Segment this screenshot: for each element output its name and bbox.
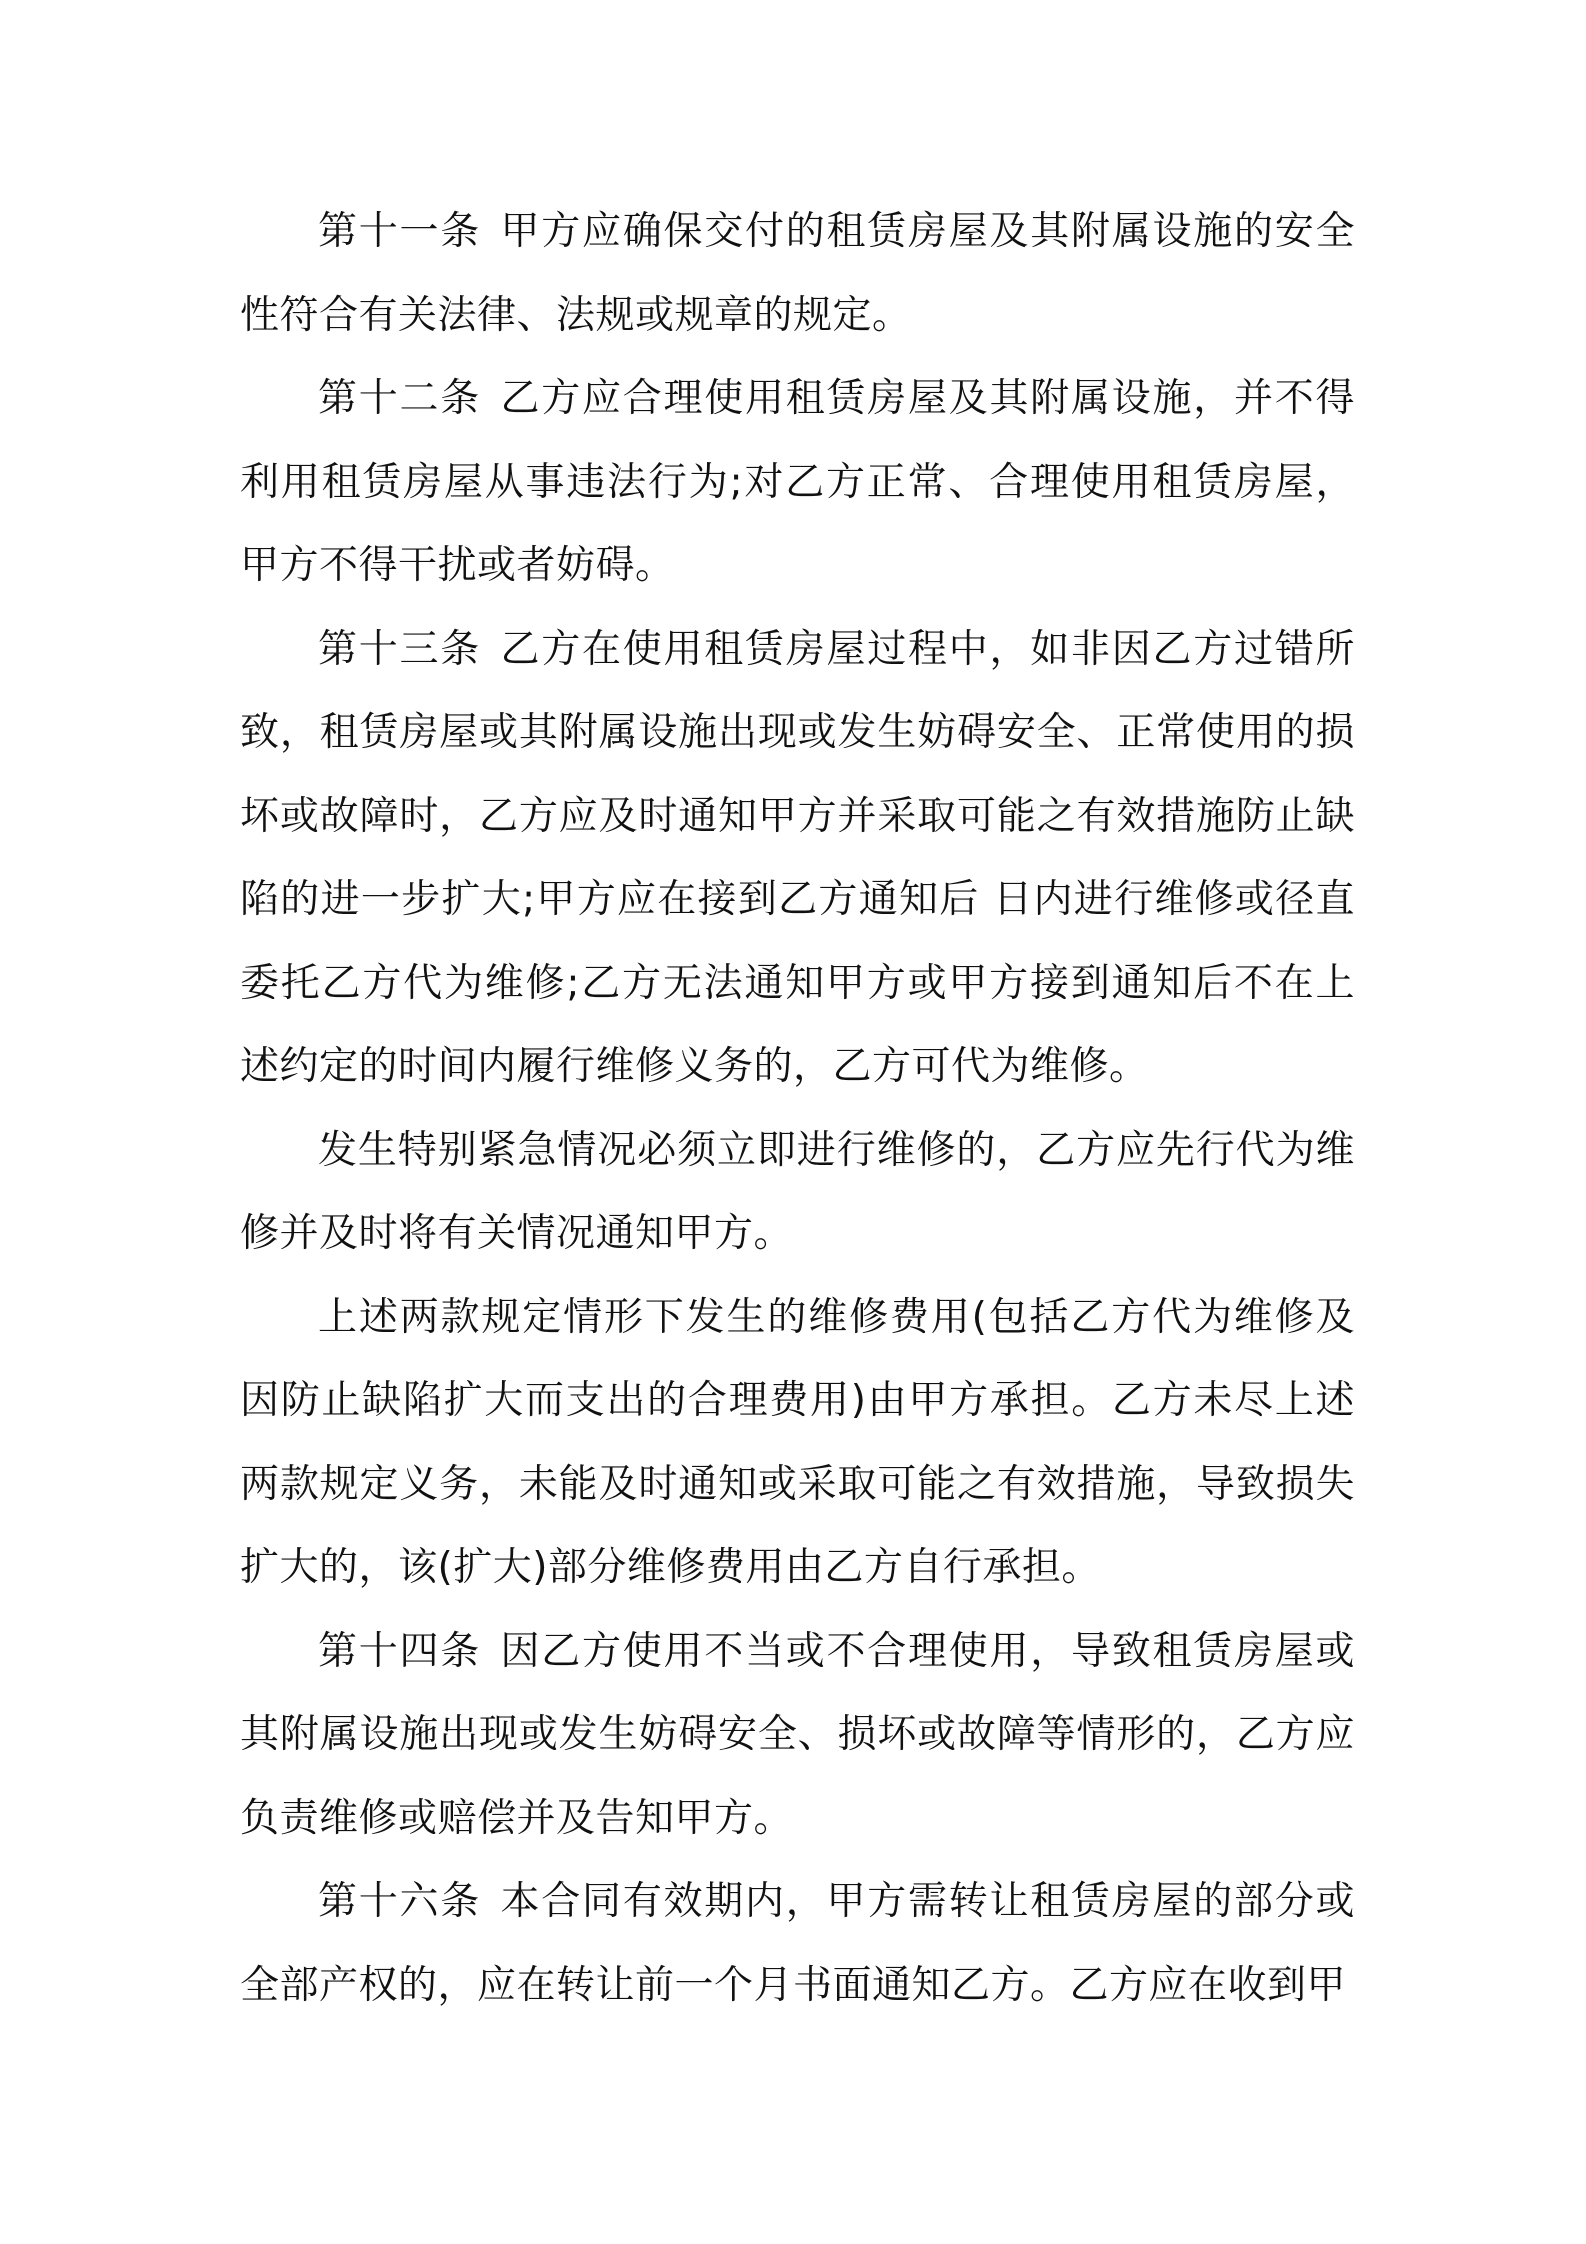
article-14-paragraph — [240, 1610, 1355, 1861]
paragraph-text: 上述两款规定情形下发生的维修费用(包括乙方代为维修及因防止缺陷扩大而支出的合理费用)由甲方承担。乙方未尽上述两款规定义务，未能及时通知或采取可能之有效措施，导致损失扩大的，该(扩大)部分维修费用由乙方自行承担。 — [240, 1294, 1355, 1590]
document-body — [240, 190, 1355, 2027]
article-13-paragraph — [240, 608, 1355, 1109]
article-number: 第十二条 — [318, 376, 481, 421]
article-12-paragraph — [240, 357, 1355, 608]
emergency-repair-paragraph — [240, 1109, 1355, 1276]
article-number: 第十一条 — [318, 209, 481, 254]
article-text: 因乙方使用不当或不合理使用，导致租赁房屋或其附属设施出现或发生妨碍安全、损坏或故障等情形的，乙方应负责维修或赔偿并及告知甲方。 — [240, 1628, 1355, 1841]
article-text: 乙方在使用租赁房屋过程中，如非因乙方过错所致，租赁房屋或其附属设施出现或发生妨碍安全、正常使用的损坏或故障时，乙方应及时通知甲方并采取可能之有效措施防止缺陷的进一步扩大;甲方应在接到乙方通知后 日内进行维修或径直委托乙方代为维修;乙方无法通知甲方或甲方接到通知后不在上述约定的时间内履行维修义务的，乙方可代为维修。 — [240, 626, 1355, 1089]
article-text: 甲方应确保交付的租赁房屋及其附属设施的安全性符合有关法律、法规或规章的规定。 — [240, 209, 1355, 338]
article-text: 本合同有效期内，甲方需转让租赁房屋的部分或全部产权的，应在转让前一个月书面通知乙方。乙方应在收到甲 — [240, 1879, 1355, 2008]
article-number: 第十四条 — [318, 1628, 481, 1674]
article-text: 乙方应合理使用租赁房屋及其附属设施，并不得利用租赁房屋从事违法行为;对乙方正常、合理使用租赁房屋，甲方不得干扰或者妨碍。 — [240, 376, 1355, 588]
article-11-paragraph — [240, 190, 1355, 357]
paragraph-text: 发生特别紧急情况必须立即进行维修的，乙方应先行代为维修并及时将有关情况通知甲方。 — [240, 1127, 1355, 1256]
article-16-paragraph — [240, 1860, 1355, 2027]
article-number: 第十六条 — [318, 1879, 481, 1924]
repair-cost-paragraph — [240, 1276, 1355, 1610]
article-number: 第十三条 — [318, 626, 481, 672]
